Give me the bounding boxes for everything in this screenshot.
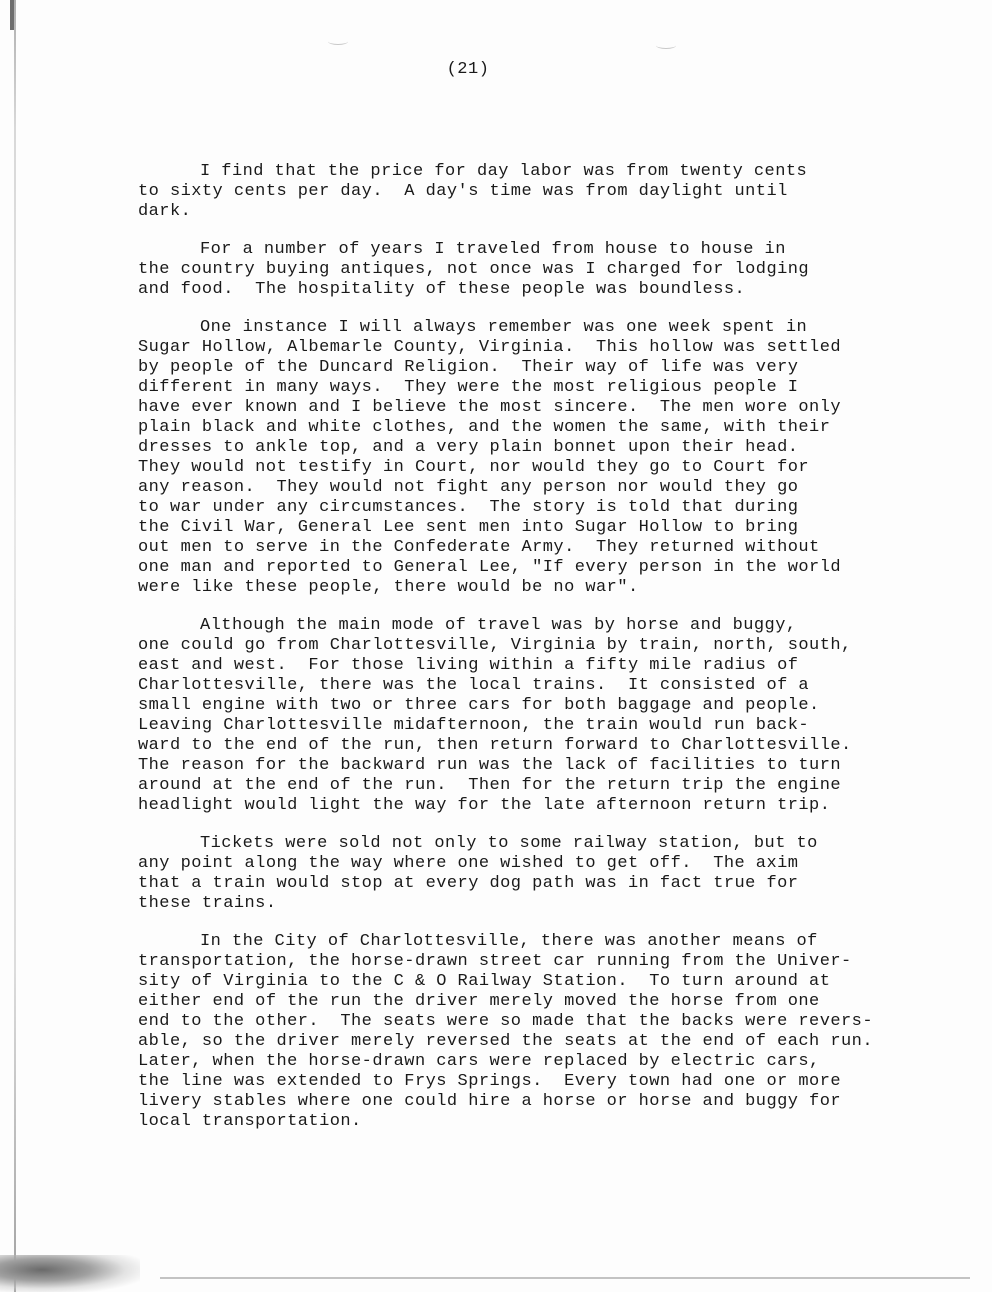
- text-line: any reason. They would not fight any person nor would they go: [138, 478, 799, 497]
- text-line: One instance I will always remember was one week spent in: [200, 318, 808, 337]
- text-line: ward to the end of the run, then return forward to Charlottesville.: [138, 736, 852, 755]
- text-line: dark.: [138, 202, 192, 221]
- text-line: either end of the run the driver merely moved the horse from one: [138, 992, 820, 1011]
- paragraph: [138, 162, 968, 222]
- text-line: sity of Virginia to the C & O Railway Station. To turn around at: [138, 972, 831, 991]
- text-line: different in many ways. They were the most religious people I: [138, 378, 799, 397]
- scan-artifact-mark: [656, 42, 676, 49]
- text-line: Sugar Hollow, Albemarle County, Virginia. This hollow was settled: [138, 338, 842, 357]
- text-line: livery stables where one could hire a horse or horse and buggy for: [138, 1092, 842, 1111]
- text-line: the line was extended to Frys Springs. Every town had one or more: [138, 1072, 842, 1091]
- text-line: end to the other. The seats were so made that the backs were revers-: [138, 1012, 873, 1031]
- page-number: (21): [446, 60, 490, 79]
- text-line: local transportation.: [138, 1112, 362, 1131]
- text-line: were like these people, there would be no war".: [138, 578, 639, 597]
- paragraph: [138, 240, 968, 300]
- paragraph: [138, 616, 968, 816]
- scan-artifact-mark: [328, 38, 348, 45]
- text-line: dresses to ankle top, and a very plain bonnet upon their head.: [138, 438, 799, 457]
- text-line: the country buying antiques, not once was I charged for lodging: [138, 260, 810, 279]
- text-line: In the City of Charlottesville, there was another means of: [200, 932, 818, 951]
- text-line: any point along the way where one wished to get off. The axim: [138, 854, 799, 873]
- scan-smudge: [0, 1255, 140, 1292]
- text-line: out men to serve in the Confederate Army. They returned without: [138, 538, 820, 557]
- text-line: these trains.: [138, 894, 277, 913]
- text-line: and food. The hospitality of these people was boundless.: [138, 280, 746, 299]
- text-line: east and west. For those living within a fifty mile radius of: [138, 656, 799, 675]
- text-line: the Civil War, General Lee sent men into Sugar Hollow to bring: [138, 518, 799, 537]
- text-line: small engine with two or three cars for both baggage and people.: [138, 696, 820, 715]
- text-line: by people of the Duncard Religion. Their way of life was very: [138, 358, 799, 377]
- paragraph: [138, 834, 968, 914]
- text-line: to war under any circumstances. The story is told that during: [138, 498, 799, 517]
- text-line: headlight would light the way for the late afternoon return trip.: [138, 796, 831, 815]
- scan-left-edge: [14, 0, 16, 1292]
- text-line: For a number of years I traveled from house to house in: [200, 240, 786, 259]
- text-line: one could go from Charlottesville, Virginia by train, north, south,: [138, 636, 852, 655]
- text-line: around at the end of the run. Then for the return trip the engine: [138, 776, 842, 795]
- text-line: Although the main mode of travel was by horse and buggy,: [200, 616, 797, 635]
- text-line: plain black and white clothes, and the women the same, with their: [138, 418, 831, 437]
- text-line: I find that the price for day labor was from twenty cents: [200, 162, 808, 181]
- text-line: that a train would stop at every dog path was in fact true for: [138, 874, 799, 893]
- scan-bottom-line: [160, 1277, 970, 1279]
- text-line: have ever known and I believe the most sincere. The men wore only: [138, 398, 842, 417]
- text-line: They would not testify in Court, nor would they go to Court for: [138, 458, 810, 477]
- body-text: [138, 162, 968, 1150]
- text-line: one man and reported to General Lee, "If every person in the world: [138, 558, 842, 577]
- text-line: Tickets were sold not only to some railway station, but to: [200, 834, 818, 853]
- text-line: to sixty cents per day. A day's time was from daylight until: [138, 182, 788, 201]
- text-line: able, so the driver merely reversed the seats at the end of each run.: [138, 1032, 873, 1051]
- text-line: Leaving Charlottesville midafternoon, the train would run back-: [138, 716, 810, 735]
- paragraph: [138, 932, 968, 1132]
- text-line: Charlottesville, there was the local trains. It consisted of a: [138, 676, 810, 695]
- paragraph: [138, 318, 968, 598]
- text-line: transportation, the horse-drawn street car running from the Univer-: [138, 952, 852, 971]
- text-line: The reason for the backward run was the lack of facilities to turn: [138, 756, 842, 775]
- text-line: Later, when the horse-drawn cars were replaced by electric cars,: [138, 1052, 820, 1071]
